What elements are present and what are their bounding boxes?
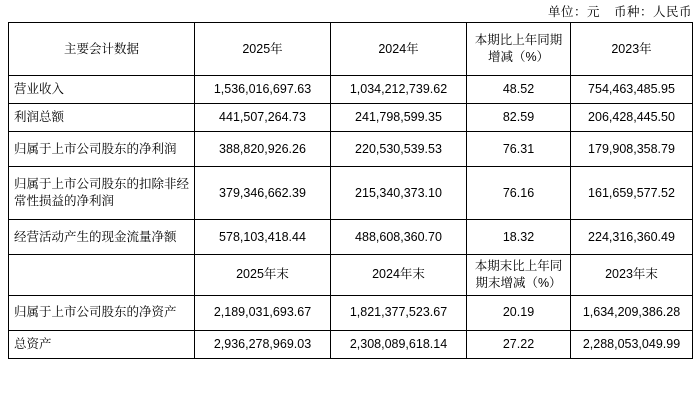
row-label: 归属于上市公司股东的净利润: [9, 132, 195, 167]
cell-2025: 441,507,264.73: [195, 104, 331, 132]
cell-2024: 488,608,360.70: [331, 220, 467, 255]
cell-2023: 224,316,360.49: [571, 220, 693, 255]
cell-2023: 206,428,445.50: [571, 104, 693, 132]
table-row: [9, 295, 693, 330]
table-row: [9, 132, 693, 167]
cell-2024: 1,034,212,739.62: [331, 76, 467, 104]
cell-change-end: 20.19: [467, 295, 571, 330]
cell-2024-end: 1,821,377,523.67: [331, 295, 467, 330]
cell-2023: 161,659,577.52: [571, 167, 693, 220]
cell-2023: 179,908,358.79: [571, 132, 693, 167]
cell-2023-end: 1,634,209,386.28: [571, 295, 693, 330]
cell-2024-end: 2,308,089,618.14: [331, 330, 467, 358]
row-label: 经营活动产生的现金流量净额: [9, 220, 195, 255]
table-row: [9, 104, 693, 132]
column-header-change-end: 本期末比上年同期末增减（%）: [467, 255, 571, 296]
currency-label: 币种：人民币: [613, 5, 692, 19]
column-header-2025-end: 2025年末: [195, 255, 331, 296]
cell-change: 76.31: [467, 132, 571, 167]
row-label: 利润总额: [9, 104, 195, 132]
column-header-2025: 2025年: [195, 23, 331, 76]
cell-2024: 241,798,599.35: [331, 104, 467, 132]
cell-2025-end: 2,936,278,969.03: [195, 330, 331, 358]
cell-2023-end: 2,288,053,049.99: [571, 330, 693, 358]
cell-2024: 215,340,373.10: [331, 167, 467, 220]
cell-2024: 220,530,539.53: [331, 132, 467, 167]
unit-label: 单位：元: [547, 5, 600, 19]
unit-currency-line: [538, 2, 692, 20]
table-row: [9, 330, 693, 358]
column-header-metric-2: [9, 255, 195, 296]
column-header-change: 本期比上年同期增减（%）: [467, 23, 571, 76]
table-header-row-section2: [9, 255, 693, 296]
cell-change: 82.59: [467, 104, 571, 132]
cell-change-end: 27.22: [467, 330, 571, 358]
cell-2025: 379,346,662.39: [195, 167, 331, 220]
column-header-metric: 主要会计数据: [9, 23, 195, 76]
row-label: 归属于上市公司股东的扣除非经常性损益的净利润: [9, 167, 195, 220]
cell-2025: 388,820,926.26: [195, 132, 331, 167]
cell-2025: 578,103,418.44: [195, 220, 331, 255]
table-row: [9, 167, 693, 220]
table-header-row: [9, 23, 693, 76]
financial-data-table: [8, 22, 693, 359]
cell-2023: 754,463,485.95: [571, 76, 693, 104]
row-label: 归属于上市公司股东的净资产: [9, 295, 195, 330]
column-header-2024-end: 2024年末: [331, 255, 467, 296]
cell-2025-end: 2,189,031,693.67: [195, 295, 331, 330]
cell-change: 76.16: [467, 167, 571, 220]
cell-change: 18.32: [467, 220, 571, 255]
column-header-2023-end: 2023年末: [571, 255, 693, 296]
column-header-2023: 2023年: [571, 23, 693, 76]
cell-change: 48.52: [467, 76, 571, 104]
table-row: [9, 76, 693, 104]
table-row: [9, 220, 693, 255]
column-header-2024: 2024年: [331, 23, 467, 76]
cell-2025: 1,536,016,697.63: [195, 76, 331, 104]
row-label: 总资产: [9, 330, 195, 358]
row-label: 营业收入: [9, 76, 195, 104]
